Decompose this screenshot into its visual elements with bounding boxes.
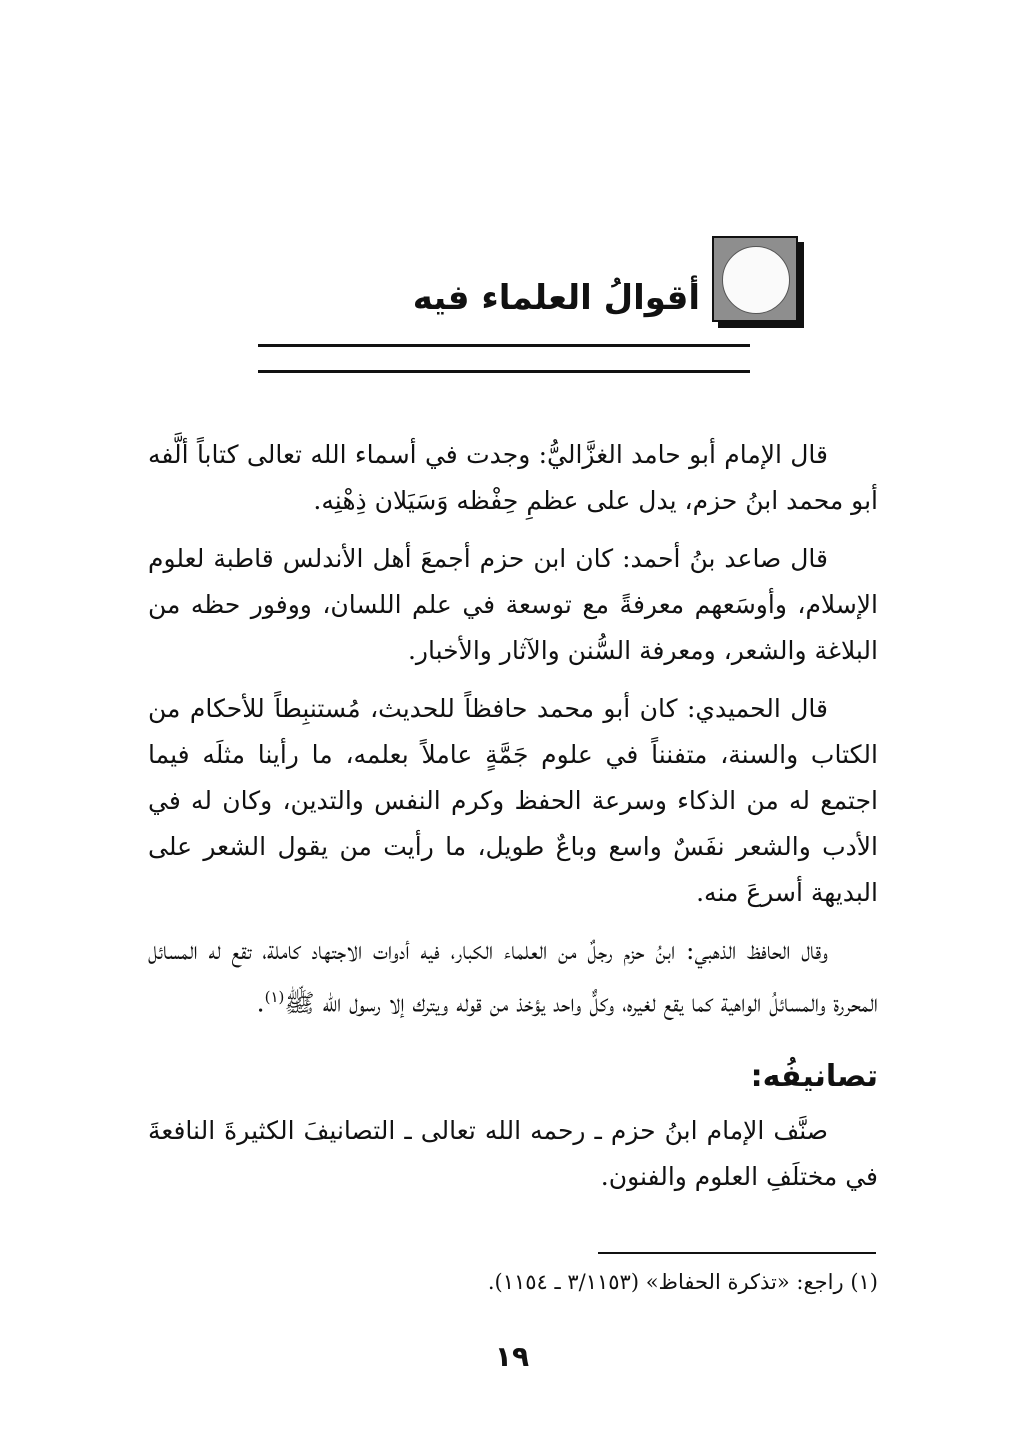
emblem-box [712,236,798,322]
title-rule-top [258,344,750,347]
main-text [148,432,878,1200]
title-rule-bottom [258,370,750,373]
chapter-emblem [712,236,804,328]
footnote-separator [598,1252,876,1254]
emblem-circle [722,246,790,314]
footnote: (١) راجع: «تذكرة الحفاظ» (٣/١١٥٣ ـ ١١٥٤). [487,1270,878,1294]
paragraph-works: صنَّف الإمام ابنُ حزم ـ رحمه الله تعالى ـ التصانيفَ الكثيرةَ النافعةَ في مختلَفِ العلوم والفنون. [148,1116,878,1192]
chapter-title: أقوالُ العلماء فيه [412,278,700,318]
paragraph-said: قال صاعد بنُ أحمد: كان ابن حزم أجمعَ أهل الأندلس قاطبة لعلوم الإسلام، وأوسَعهم معرفةً مع توسعة في علم اللسان، ووفور حظه من البلاغة والشعر، ومعرفة السُّنن والآثار والأخبار. [148,544,878,665]
page-number: ١٩ [494,1340,530,1373]
paragraph-humaydi: قال الحميدي: كان أبو محمد حافظاً للحديث، مُستنبِطاً للأحكام من الكتاب والسنة، متفنناً في علوم جَمَّةٍ عاملاً بعلمه، ما رأينا مثلَه فيما اجتمع له من الذكاء وسرعة الحفظ وكرم النفس والتدين، وكان له في الأدب والشعر نفَسٌ واسع وباعٌ طويل، ما رأيت من يقول الشعر على البديهة أسرعَ منه. [148,694,878,907]
paragraph-ghazali: قال الإمام أبو حامد الغزَّاليُّ: وجدت في أسماء الله تعالى كتاباً ألَّفه أبو محمد ابنُ حزم، يدل على عظمِ حِفْظه وَسَيَلان ذِهْنِه. [148,440,878,515]
paragraph-dhahabi-end: . [256,988,265,1018]
paragraph-dhahabi [148,928,878,1026]
section-heading: تصانيفُه: [750,1059,878,1095]
footnote-marker: (١) [264,988,285,1006]
paragraph-dhahabi-text: وقال الحافظ الذهبي: ابنُ حزم رجلٌ من العلماء الكبار، فيه أدوات الاجتهاد كاملة، تقع له المسائل المحررة والمسائلُ الواهية كما يقع لغيره، وكلٌّ واحد يؤخذ من قوله ويترك إلا رسول الله ﷺ [148,936,878,1018]
